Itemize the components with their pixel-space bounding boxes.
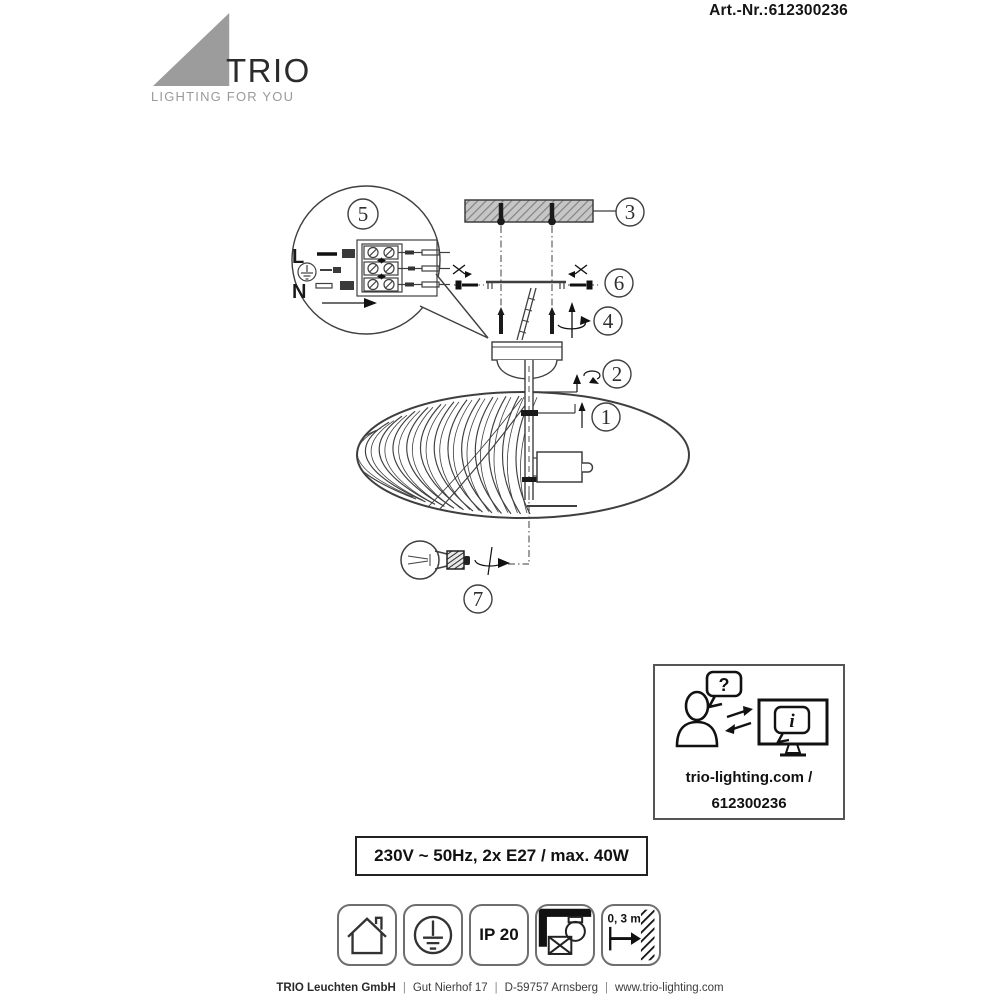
footer-street: Gut Nierhof 17 [412, 982, 488, 994]
footer-separator: | [402, 982, 406, 994]
trio-logo-wordmark: TRIO [226, 52, 311, 89]
article-number: Art.-Nr.:612300236 [709, 2, 848, 19]
support-graphic [659, 666, 839, 764]
footer-city: D-59757 Arnsberg [504, 982, 598, 994]
footer [0, 982, 1000, 994]
electrical-spec-text: 230V ~ 50Hz, 2x E27 / max. 40W [374, 846, 629, 865]
turn-symbol-icon [568, 265, 587, 278]
side-screw-icon [456, 281, 478, 289]
electrical-spec-box [355, 836, 648, 876]
side-screw-icon [570, 281, 592, 289]
earth-symbol-icon [298, 263, 316, 281]
terminal-rows [364, 246, 398, 291]
trio-logo-tagline: LIGHTING FOR YOU [151, 89, 295, 104]
support-info-box [653, 664, 845, 820]
support-article-number: 612300236 [711, 795, 787, 812]
fixing-screws [498, 307, 556, 334]
ip-rating-badge [469, 904, 529, 966]
supply-cable [517, 288, 536, 340]
protection-class-icon [403, 904, 463, 966]
rod-clamp [521, 410, 538, 416]
callout-3-number: 3 [624, 200, 636, 224]
person-shoulders [677, 722, 717, 746]
callout-4-number: 4 [602, 309, 614, 333]
info-mark: i [789, 711, 795, 732]
assembly-diagram [270, 170, 710, 630]
exchange-arrows-icon [725, 706, 753, 734]
wire-label-neutral: N [292, 281, 307, 303]
wire-label-live: L [292, 246, 305, 268]
min-distance-icon [601, 904, 661, 966]
footer-separator: | [604, 982, 608, 994]
ip-rating-label: IP 20 [479, 925, 519, 944]
mounting-bracket [453, 265, 633, 297]
insert-arrow-icon [364, 298, 377, 308]
ceiling [465, 198, 644, 226]
rotate-arrow-7-icon [475, 547, 510, 575]
no-cover-icon [535, 904, 595, 966]
support-website: trio-lighting.com / [685, 769, 813, 786]
callout-7-number: 7 [472, 587, 484, 611]
trio-logo-triangle-icon [153, 13, 230, 86]
indoor-use-icon [337, 904, 397, 966]
person-icon [686, 692, 708, 720]
shade [352, 392, 689, 518]
callout-1-number: 1 [600, 405, 612, 429]
footer-company: TRIO Leuchten GmbH [276, 982, 396, 994]
footer-website: www.trio-lighting.com [614, 982, 724, 994]
question-mark: ? [718, 675, 730, 695]
rotate-arrow-4-icon [558, 302, 591, 338]
min-distance-label: 0, 3 m [607, 912, 641, 926]
light-bulb-icon [401, 541, 470, 579]
safety-icon-row [337, 904, 661, 966]
turn-symbol-icon [453, 265, 472, 278]
callout-5-number: 5 [357, 202, 369, 226]
alignment-lines [454, 226, 598, 308]
callout-2-number: 2 [611, 362, 623, 386]
footer-separator: | [494, 982, 498, 994]
rod-clamp [522, 477, 537, 482]
callout-6-number: 6 [613, 271, 625, 295]
